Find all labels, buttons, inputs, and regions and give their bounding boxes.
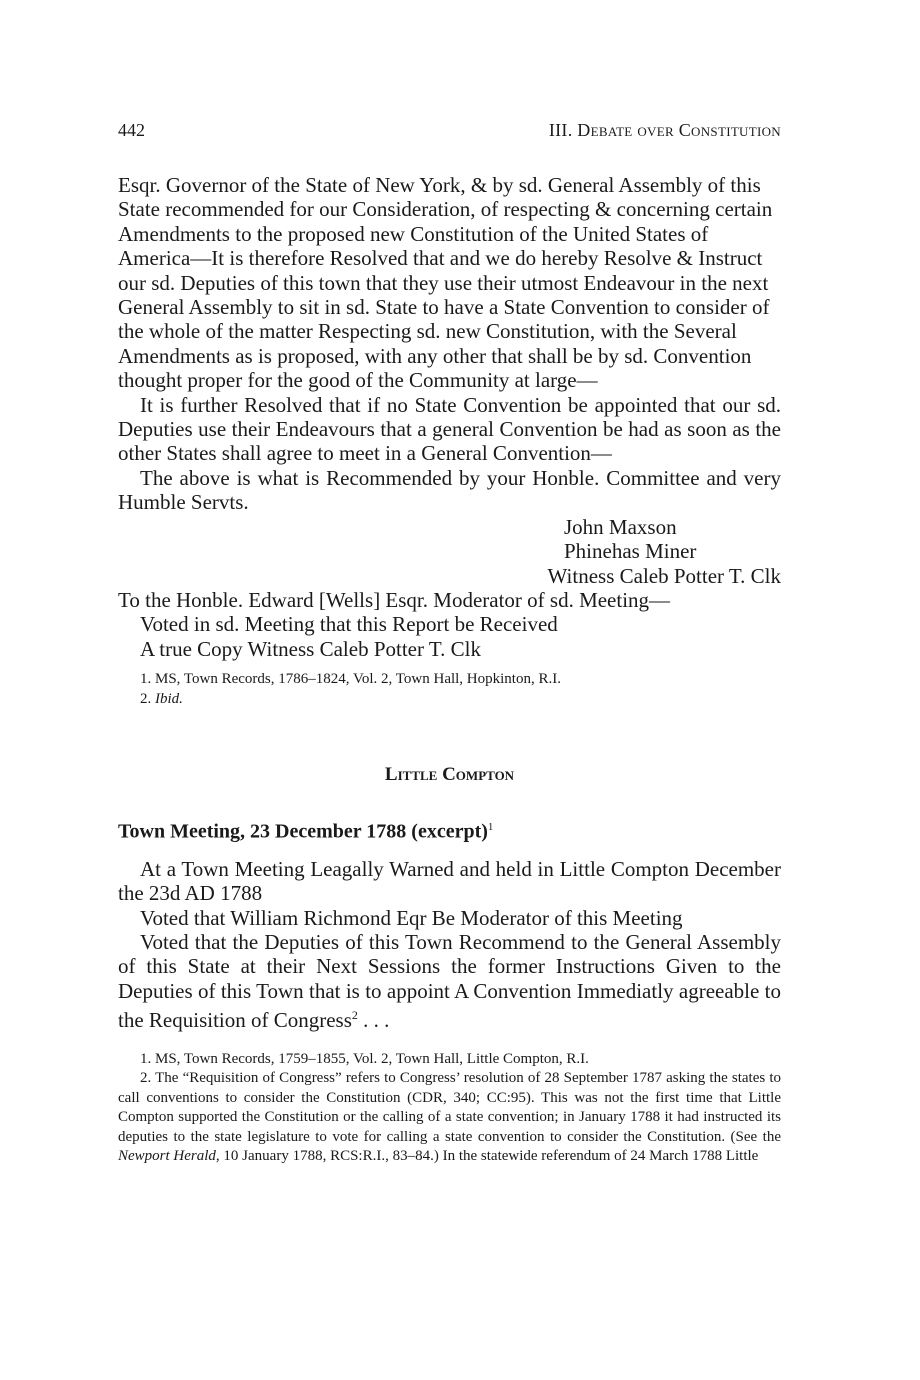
footnote-2: 2. Ibid.: [140, 690, 183, 707]
addressee-line: To the Honble. Edward [Wells] Esqr. Moderator of sd. Meeting—: [118, 587, 671, 612]
footnotes-hopkinton: [118, 670, 781, 709]
footnote-ref: 1: [487, 821, 494, 834]
document-title: Town Meeting, 23 December 1788 (excerpt)$^1$: [118, 820, 494, 843]
little-compton-text: [118, 857, 781, 1033]
running-title: III. Debate over Constitution: [548, 120, 781, 140]
voted-line: Voted in sd. Meeting that this Report be Received: [140, 612, 558, 637]
section-heading: Little Compton: [384, 764, 515, 786]
paragraph-moderator: Voted that William Richmond Eqr Be Moderator of this Meeting: [140, 905, 683, 930]
running-head: [118, 118, 781, 142]
paragraph-meeting: At a Town Meeting Leagally Warned and held in Little Compton December the 23d AD 1788: [118, 856, 781, 906]
document-page: [118, 118, 781, 1167]
footnote-ref: 2: [351, 1008, 358, 1023]
footnotes-little-compton: [118, 1050, 781, 1167]
signature-phinehas-miner: Phinehas Miner: [564, 539, 697, 564]
paragraph-2: It is further Resolved that if no State Convention be appointed that our sd. Deputies use their Endeavours that a general Convention be had as soon as the other States shall agree to meet in a General Convention—: [118, 392, 781, 466]
hopkinton-report-text: [118, 173, 781, 661]
footnote-1: 1. MS, Town Records, 1786–1824, Vol. 2, Town Hall, Hopkinton, R.I.: [140, 671, 561, 688]
signature-witness: Witness Caleb Potter T. Clk: [547, 563, 781, 588]
paragraph-3: The above is what is Recommended by your Honble. Committee and very Humble Servts.: [118, 465, 781, 515]
signature-john-maxson: John Maxson: [564, 514, 677, 539]
footnote-1: 1. MS, Town Records, 1759–1855, Vol. 2, Town Hall, Little Compton, R.I.: [140, 1050, 589, 1067]
true-copy-line: A true Copy Witness Caleb Potter T. Clk: [140, 636, 481, 661]
footnote-2: 2. The “Requisition of Congress” refers to Congress’ resolution of 28 September 1787 asking the states to call conventions to consider the Constitution (CDR, 340; CC:95). This was not the first time that Little Compton supported the Constitution or the calling of a state convention; in January 1788 it had instructed its deputies to the state legislature to vote for calling a state convention to consider the Constitution. (See the Newport Herald, 10 January 1788, RCS:R.I., 83–84.) In the statewide referendum of 24 March 1788 Little: [118, 1070, 781, 1165]
paragraph-deputies: Voted that the Deputies of this Town Recommend to the General Assembly of this State at their Next Sessions the former Instructions Given to the Deputies of this Town that is to appoint A Convention Immediatly agreeable to the Requisition of Congress$^2$ . . .: [118, 930, 781, 1033]
page-number: 442: [118, 120, 145, 140]
paragraph-1: Esqr. Governor of the State of New York, & by sd. General Assembly of this State recommended for our Consideration, of respecting & concerning certain Amendments to the proposed new Constitution of the United States of America—It is therefore Resolved that and we do hereby Resolve & Instruct our sd. Deputies of this town that they use their utmost Endeavour in the next General Assembly to sit in sd. State to have a State Convention to consider of the whole of the matter Respecting sd. new Constitution, with the Several Amendments as is proposed, with any other that shall be by sd. Convention thought proper for the good of the Community at large—: [118, 173, 773, 393]
